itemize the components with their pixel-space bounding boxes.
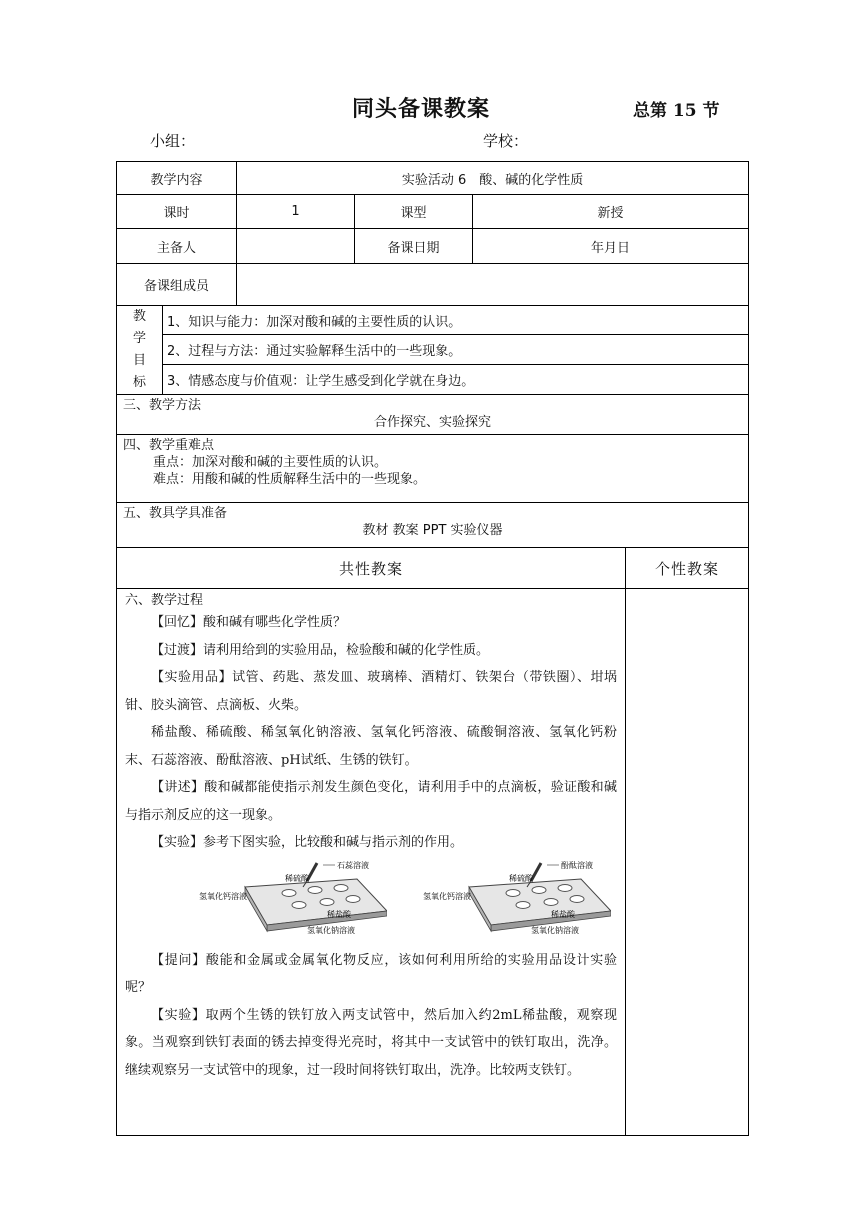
indicator-figures xyxy=(125,859,617,937)
lead-row xyxy=(117,229,749,264)
common-plan-header: 共性教案 xyxy=(117,548,626,589)
methods-value: 合作探究、实验探究 xyxy=(374,415,492,430)
period-row xyxy=(117,195,749,229)
indicator-label: 酚酞溶液 xyxy=(561,860,593,870)
goal-row xyxy=(117,306,749,335)
personal-plan-cell xyxy=(626,589,749,1136)
keypoints-heading: 四、教学重难点 xyxy=(123,438,215,453)
process-paragraph: 【实验】参考下图实验，比较酸和碱与指示剂的作用。 xyxy=(151,835,464,850)
content-row xyxy=(117,162,749,195)
acid-label: 稀盐酸 xyxy=(327,909,351,919)
section-number: 总第 15 节 xyxy=(633,101,720,121)
goals-label-char: 目 xyxy=(132,353,146,368)
group-label: 小组： xyxy=(150,132,196,150)
process-paragraph: 【实验】取两个生锈的铁钉放入两支试管中，然后加入约2mL稀盐酸，观察现象。当观察到铁钉表面的锈去掉变得光亮时，将其中一支试管中的铁钉取出，洗净。继续观察另一支试管中的现象，过一段时间将铁钉取出，洗净。比较两支铁钉。 xyxy=(125,1007,618,1078)
date-label: 备课日期 xyxy=(355,229,473,264)
indicator-label: 石蕊溶液 xyxy=(337,860,369,870)
process-paragraph: 【提问】酸能和金属或金属氧化物反应，该如何利用所给的实验用品设计实验呢？ xyxy=(125,952,618,995)
content-label: 教学内容 xyxy=(117,162,237,195)
members-label: 备课组成员 xyxy=(117,264,237,306)
goals-label-char: 标 xyxy=(132,375,146,390)
personal-plan-header: 个性教案 xyxy=(626,548,749,589)
date-value: 年月日 xyxy=(473,229,749,264)
materials-row xyxy=(117,503,749,548)
goals-label-char: 学 xyxy=(132,331,146,346)
process-paragraph: 【讲述】酸和碱都能使指示剂发生颜色变化，请利用手中的点滴板，验证酸和碱与指示剂反应的这一现象。 xyxy=(125,780,618,823)
spot-plate-litmus-figure xyxy=(197,859,387,937)
process-paragraph: 【过渡】请利用给到的实验用品，检验酸和碱的化学性质。 xyxy=(151,642,490,658)
process-row xyxy=(117,589,749,1136)
process-heading: 六、教学过程 xyxy=(125,593,204,608)
spot-plate-phenolphthalein-figure xyxy=(421,859,611,937)
goal-item: 3、情感态度与价值观：让学生感受到化学就在身边。 xyxy=(163,365,749,395)
period-label: 课时 xyxy=(117,195,237,229)
type-value: 新授 xyxy=(473,195,749,229)
goal-item: 2、过程与方法：通过实验解释生活中的一些现象。 xyxy=(163,335,749,365)
key-point: 重点：加深对酸和碱的主要性质的认识。 xyxy=(153,455,388,470)
keypoints-section xyxy=(117,435,749,503)
base-label: 氢氧化钙溶液 xyxy=(199,891,247,901)
acid-label: 稀盐酸 xyxy=(551,909,575,919)
materials-value: 教材 教案 PPT 实验仪器 xyxy=(362,523,503,538)
school-label: 学校： xyxy=(483,132,529,150)
base-label: 氢氧化钠溶液 xyxy=(307,925,355,935)
process-paragraph: 稀盐酸、稀硫酸、稀氢氧化钠溶液、氢氧化钙溶液、硫酸铜溶液、氢氧化钙粉末、石蕊溶液、酚酞溶液、pH试纸、生锈的铁钉。 xyxy=(125,725,618,768)
acid-label: 稀硫酸 xyxy=(509,873,533,883)
base-label: 氢氧化钠溶液 xyxy=(531,925,579,935)
type-label: 课型 xyxy=(355,195,473,229)
content-value: 实验活动 6 酸、碱的化学性质 xyxy=(237,162,749,195)
materials-heading: 五、教具学具准备 xyxy=(123,506,228,521)
goal-row xyxy=(117,335,749,365)
process-paragraph: 【回忆】酸和碱有哪些化学性质？ xyxy=(151,615,347,630)
plan-header-row xyxy=(117,548,749,589)
keypoints-row xyxy=(117,435,749,503)
lead-label: 主备人 xyxy=(117,229,237,264)
process-paragraph: 【实验用品】试管、药匙、蒸发皿、玻璃棒、酒精灯、铁架台（带铁圈）、坩埚钳、胶头滴管、点滴板、火柴。 xyxy=(125,670,618,713)
page-title: 同头备课教案 xyxy=(352,97,491,122)
lesson-plan-table xyxy=(116,161,749,1136)
materials-section xyxy=(117,503,749,548)
goal-item: 1、知识与能力：加深对酸和碱的主要性质的认识。 xyxy=(163,306,749,335)
members-row xyxy=(117,264,749,306)
goals-label xyxy=(117,306,163,395)
process-section xyxy=(117,589,626,1136)
lead-value xyxy=(237,229,355,264)
methods-section xyxy=(117,395,749,435)
methods-row xyxy=(117,395,749,435)
goal-row xyxy=(117,365,749,395)
difficult-point: 难点：用酸和碱的性质解释生活中的一些现象。 xyxy=(153,472,427,487)
goals-label-char: 教 xyxy=(132,309,146,324)
acid-label: 稀硫酸 xyxy=(285,873,309,883)
members-value xyxy=(237,264,749,306)
base-label: 氢氧化钙溶液 xyxy=(423,891,471,901)
period-value: 1 xyxy=(237,195,355,229)
methods-heading: 三、教学方法 xyxy=(123,398,202,413)
